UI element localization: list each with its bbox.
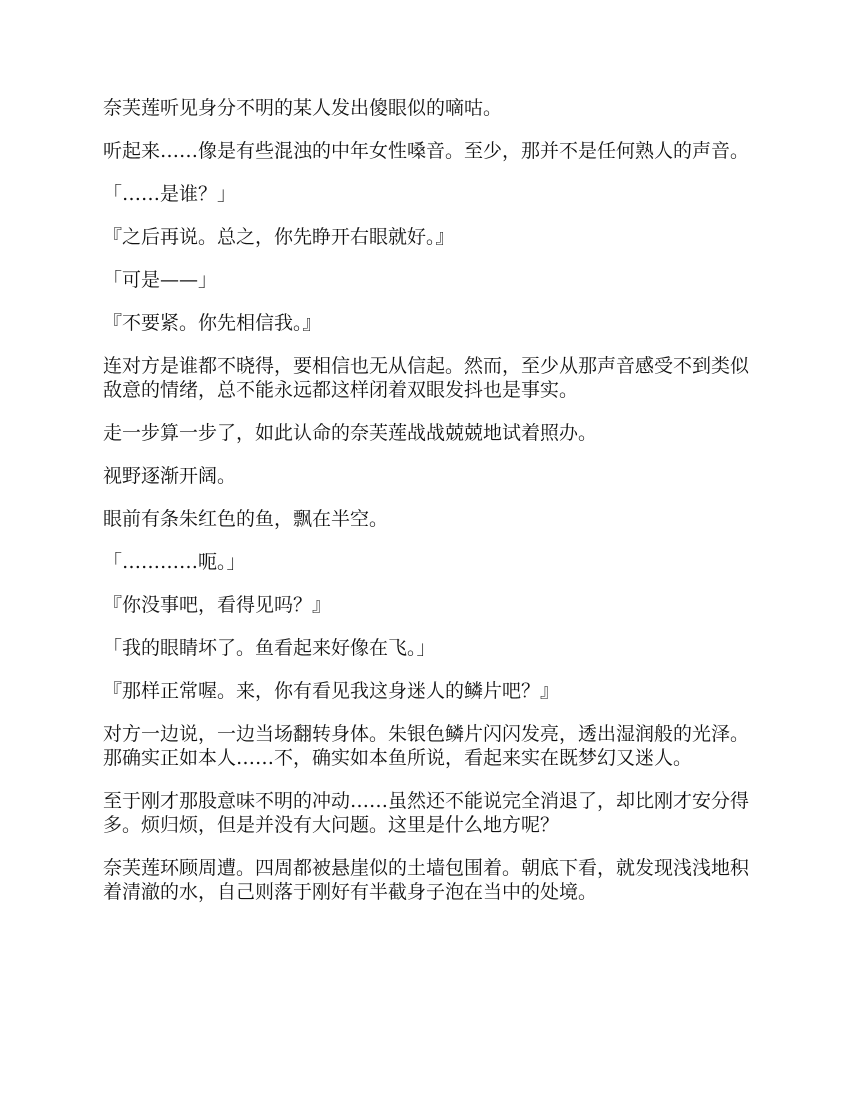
paragraph: 「可是——」 (103, 269, 218, 291)
paragraph: 『那样正常喔。来，你有看见我这身迷人的鳞片吧？』 (103, 680, 560, 702)
paragraph: 「我的眼睛坏了。鱼看起来好像在飞。」 (103, 637, 436, 659)
paragraph: 听起来……像是有些混浊的中年女性嗓音。至少，那并不是任何熟人的声音。 (103, 140, 750, 162)
paragraph: 奈芙莲环顾周遭。四周都被悬崖似的土墙包围着。朝底下看，就发现浅浅地积着清澈的水，自己则落于刚好有半截身子泡在当中的处境。 (103, 857, 750, 903)
document-page (103, 96, 763, 923)
paragraph: 视野逐渐开阔。 (103, 465, 237, 487)
paragraph: 「…………呃。」 (103, 551, 246, 573)
paragraph: 走一步算一步了，如此认命的奈芙莲战战兢兢地试着照办。 (103, 422, 598, 444)
paragraph: 奈芙莲听见身分不明的某人发出傻眼似的嘀咕。 (103, 97, 503, 119)
paragraph: 「……是谁？」 (103, 183, 237, 205)
paragraph: 『你没事吧，看得见吗？』 (103, 594, 332, 616)
paragraph: 『不要紧。你先相信我。』 (103, 312, 322, 334)
paragraph: 对方一边说，一边当场翻转身体。朱银色鳞片闪闪发亮，透出湿润般的光泽。那确实正如本人……不，确实如本鱼所说，看起来实在既梦幻又迷人。 (103, 723, 750, 769)
paragraph: 眼前有条朱红色的鱼，飘在半空。 (103, 508, 389, 530)
paragraph: 至于刚才那股意味不明的冲动……虽然还不能说完全消退了，却比刚才安分得多。烦归烦，但是并没有大问题。这里是什么地方呢？ (103, 790, 750, 836)
paragraph: 『之后再说。总之，你先睁开右眼就好。』 (103, 226, 455, 248)
paragraph: 连对方是谁都不晓得，要相信也无从信起。然而，至少从那声音感受不到类似敌意的情绪，总不能永远都这样闭着双眼发抖也是事实。 (103, 355, 750, 401)
